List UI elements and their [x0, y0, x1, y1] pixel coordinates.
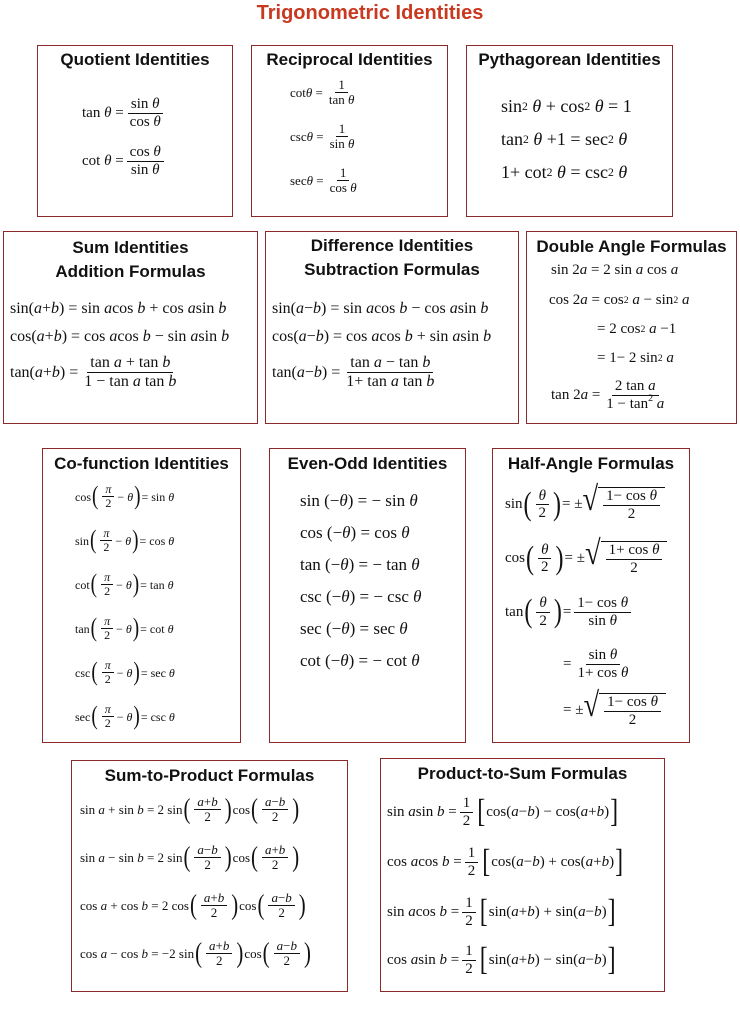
sum-identities-box	[3, 231, 258, 424]
addition-formulas-heading: Addition Formulas	[55, 262, 206, 281]
formula-sin-sum: sin( a + b ) = sin a cos b + cos a sin b	[10, 300, 227, 317]
formula-cos-cos: cos a cos b = $\frac{1}{2}$ [ cos( a − b ) + cos( a + b ) ]	[387, 844, 624, 880]
double-angle-formulas-heading: Double Angle Formulas	[536, 237, 727, 256]
formula-cofunction-sec: sec ( $\frac{\pi}{2}$ − θ ) = csc θ	[75, 702, 175, 732]
formula-pythagorean-1: sin 2 θ + cos 2 θ = 1	[501, 96, 632, 116]
reciprocal-identities-heading: Reciprocal Identities	[266, 50, 433, 69]
formula-pythagorean-3: 1+ cot 2 θ = csc 2 θ	[501, 162, 628, 182]
even-odd-identities-box	[269, 448, 466, 743]
difference-identities-heading: Difference Identities	[310, 236, 474, 255]
pythagorean-identities-box	[466, 45, 673, 217]
formula-cos-half: cos ( $\frac{\theta}{2}$ ) = ± √ $\frac{\text{1+ cos θ}}{2}$	[505, 541, 667, 577]
page-title: Trigonometric Identities	[256, 2, 484, 24]
formula-cos-double-2: = 2 cos 2 a −1	[597, 321, 677, 337]
formula-cos-sum: cos( a + b ) = cos a cos b − sin a sin b	[10, 328, 230, 345]
formula-sec-even: sec (− θ ) = sec θ	[300, 619, 408, 638]
formula-cos-sin: cos a sin b = $\frac{1}{2}$ [ sin( a + b ) − sin( a − b ) ]	[387, 942, 616, 978]
sum-to-product-formulas-box	[71, 760, 348, 992]
formula-tan-half-2: = $\frac{\text{sin θ}}{\text{1+ cos θ}}$	[563, 647, 629, 681]
formula-cofunction-csc: csc ( $\frac{\pi}{2}$ − θ ) = sec θ	[75, 658, 175, 688]
formula-tan-sum: tan( a + b ) = $\frac{\text{tan a + tan b}}{\text{1 − tan a tan b}}$	[10, 354, 177, 390]
product-to-sum-formulas-heading: Product-to-Sum Formulas	[417, 764, 628, 783]
formula-cofunction-sin: sin ( $\frac{\pi}{2}$ − θ ) = cos θ	[75, 526, 175, 556]
double-angle-formulas-box	[526, 231, 737, 424]
formula-sin-plus-sin: sin a + sin b = 2 sin ( $\frac{a+b}{2}$ ) cos ( $\frac{a-b}{2}$ )	[80, 793, 300, 825]
sum-to-product-formulas-heading: Sum-to-Product Formulas	[104, 766, 315, 785]
formula-cofunction-cot: cot ( $\frac{\pi}{2}$ − θ ) = tan θ	[75, 570, 174, 600]
formula-sin-cos: sin a cos b = $\frac{1}{2}$ [ sin( a + b ) + sin( a − b ) ]	[387, 894, 616, 930]
even-odd-identities-heading: Even-Odd Identities	[287, 454, 448, 473]
formula-tan-quotient: tan θ = $\frac{\text{sin θ}}{\text{cos θ}}$	[82, 96, 161, 130]
formula-cos-plus-cos: cos a + cos b = 2 cos ( $\frac{a+b}{2}$ ) cos ( $\frac{a-b}{2}$ )	[80, 889, 306, 921]
sum-identities-heading: Sum Identities	[72, 238, 189, 257]
subtraction-formulas-heading: Subtraction Formulas	[304, 260, 480, 279]
formula-cos-difference: cos( a − b ) = cos a cos b + sin a sin b	[272, 328, 492, 345]
formula-cofunction-tan: tan ( $\frac{\pi}{2}$ − θ ) = cot θ	[75, 614, 174, 644]
cofunction-identities-box	[42, 448, 241, 743]
reciprocal-identities-box	[251, 45, 448, 217]
pythagorean-identities-heading: Pythagorean Identities	[478, 50, 661, 69]
formula-tan-double: tan 2 a = $\frac{\text{2 tan a}}{1 - \tan^2 a}$	[551, 378, 665, 412]
formula-sin-double: sin 2 a = 2 sin a cos a	[551, 262, 679, 278]
formula-tan-difference: tan( a − b ) = $\frac{\text{tan a − tan b}}{\text{1+ tan a tan b}}$	[272, 354, 435, 390]
formula-csc-reciprocal: csc θ = $\frac{1}{\text{sin θ}}$	[290, 121, 355, 152]
formula-cos-even: cos (− θ ) = cos θ	[300, 523, 410, 542]
product-to-sum-formulas-box	[380, 758, 665, 992]
formula-pythagorean-2: tan 2 θ +1 = sec 2 θ	[501, 129, 628, 149]
half-angle-formulas-heading: Half-Angle Formulas	[507, 454, 675, 473]
formula-cos-double-1: cos 2 a = cos 2 a − sin 2 a	[549, 292, 690, 308]
formula-sin-half: sin ( $\frac{\theta}{2}$ ) = ± √ $\frac{\text{1− cos θ}}{2}$	[505, 487, 665, 523]
formula-cofunction-cos: cos ( $\frac{\pi}{2}$ − θ ) = sin θ	[75, 482, 175, 512]
half-angle-formulas-box	[492, 448, 690, 743]
formula-tan-odd: tan (− θ ) = − tan θ	[300, 555, 420, 574]
quotient-identities-box	[37, 45, 233, 217]
formula-cot-odd: cot (− θ ) = − cot θ	[300, 651, 420, 670]
formula-tan-half-1: tan ( $\frac{\theta}{2}$ ) = $\frac{\text{1− cos θ}}{\text{sin θ}}$	[505, 595, 634, 630]
formula-sin-sin: sin a sin b = $\frac{1}{2}$ [ cos( a − b ) − cos( a + b ) ]	[387, 794, 619, 830]
formula-cot-quotient: cot θ = $\frac{\text{cos θ}}{\text{sin θ}}$	[82, 144, 167, 179]
formula-cot-reciprocal: cot θ = $\frac{1}{\text{tan θ}}$	[290, 77, 355, 108]
difference-identities-box	[265, 231, 519, 424]
quotient-identities-heading: Quotient Identities	[60, 50, 210, 69]
formula-sin-odd: sin (− θ ) = − sin θ	[300, 491, 418, 510]
formula-cos-minus-cos: cos a − cos b = −2 sin ( $\frac{a+b}{2}$ ) cos ( $\frac{a-b}{2}$ )	[80, 937, 311, 969]
formula-sin-difference: sin( a − b ) = sin a cos b − cos a sin b	[272, 300, 489, 317]
formula-sec-reciprocal: sec θ = $\frac{1}{\text{cos θ}}$	[290, 165, 357, 196]
formula-csc-odd: csc (− θ ) = − csc θ	[300, 587, 422, 606]
cofunction-identities-heading: Co-function Identities	[54, 454, 229, 473]
formula-sin-minus-sin: sin a − sin b = 2 sin ( $\frac{a-b}{2}$ ) cos ( $\frac{a+b}{2}$ )	[80, 841, 300, 873]
formula-cos-double-3: = 1− 2 sin 2 a	[597, 350, 674, 366]
formula-tan-half-3: = ± √ $\frac{\text{1− cos θ}}{2}$	[563, 693, 666, 729]
